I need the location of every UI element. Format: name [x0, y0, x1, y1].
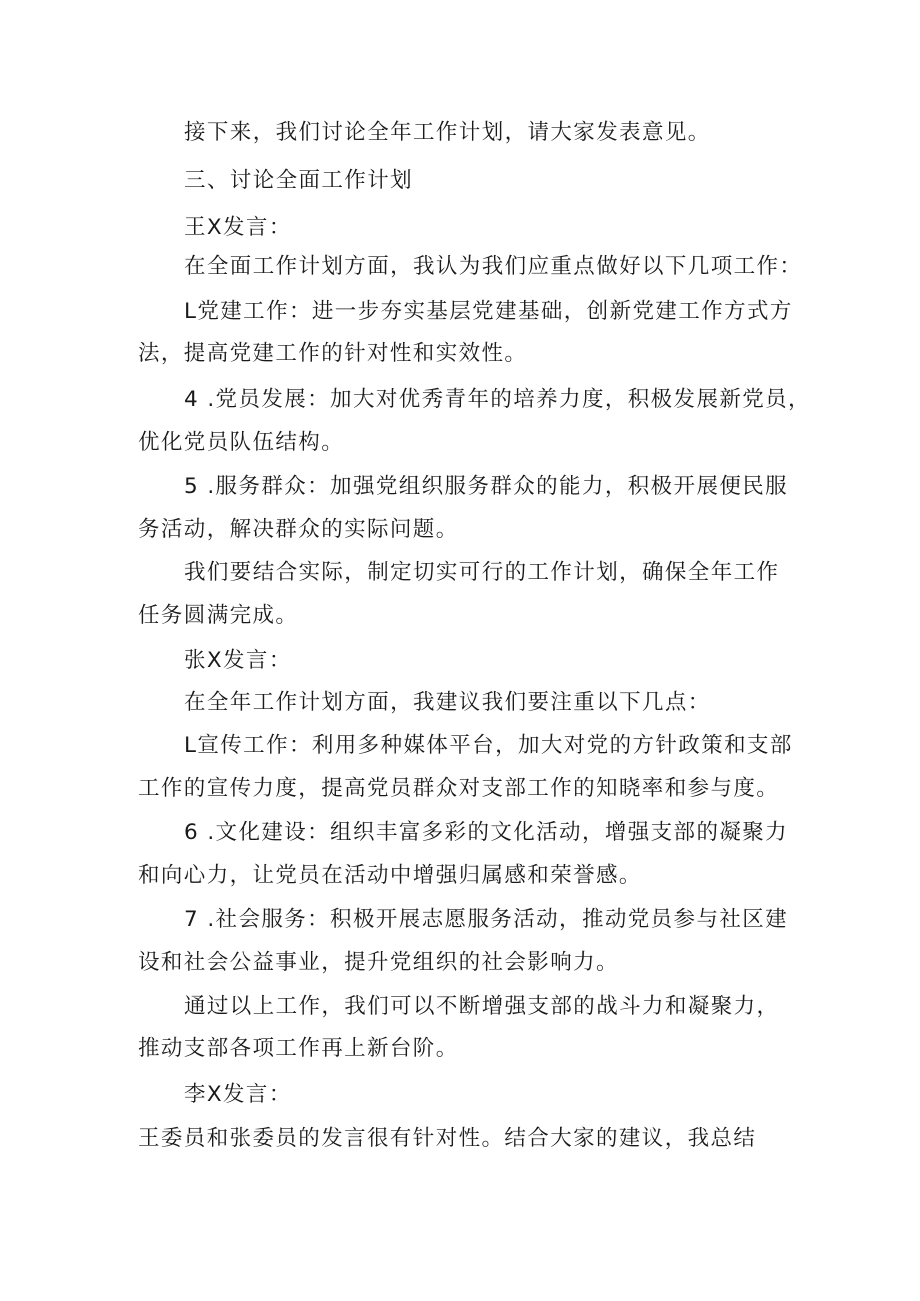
- speaker-label: 王X发言：: [184, 215, 292, 240]
- speaker-label: 张X发言：: [184, 648, 292, 673]
- list-item-line: 法，提高党建工作的针对性和实效性。: [138, 341, 528, 366]
- paragraph-line: 王委员和张委员的发言很有针对性。结合大家的建议，我总结: [138, 1126, 757, 1151]
- section-heading: 三、讨论全面工作计划: [184, 168, 414, 193]
- list-item-line: 6 .文化建设：组织丰富多彩的文化活动，增强支部的凝聚力: [184, 820, 789, 845]
- list-item-line: 优化党员队伍结构。: [138, 430, 345, 455]
- speaker-label: 李X发言：: [184, 1082, 292, 1107]
- list-item-line: 7 .社会服务：积极开展志愿服务活动，推动党员参与社区建: [184, 907, 789, 932]
- paragraph-line: 任务圆满完成。: [138, 603, 299, 628]
- list-item-line: L宣传工作：利用多种媒体平台，加大对党的方针政策和支部: [184, 733, 793, 758]
- list-item-line: 务活动，解决群众的实际问题。: [138, 517, 459, 542]
- paragraph-line: 我们要结合实际，制定切实可行的工作计划，确保全年工作: [184, 560, 780, 585]
- list-item-line: 工作的宣传力度，提高党员群众对支部工作的知晓率和参与度。: [138, 776, 780, 801]
- list-item-line: 4 .党员发展：加大对优秀青年的培养力度，积极发展新党员，: [184, 387, 811, 412]
- list-item-line: 设和社会公益事业，提升党组织的社会影响力。: [138, 950, 619, 975]
- list-item-line: 和向心力，让党员在活动中增强归属感和荣誉感。: [138, 863, 642, 888]
- list-item-line: L党建工作：进一步夯实基层党建基础，创新党建工作方式方: [184, 299, 793, 324]
- paragraph-line: 通过以上工作，我们可以不断增强支部的战斗力和凝聚力，: [184, 994, 780, 1019]
- list-item-line: 5 .服务群众：加强党组织服务群众的能力，积极开展便民服: [184, 474, 789, 499]
- paragraph-line: 在全面工作计划方面，我认为我们应重点做好以下几项工作：: [184, 254, 803, 279]
- paragraph-line: 推动支部各项工作再上新台阶。: [138, 1036, 459, 1061]
- paragraph-line: 接下来，我们讨论全年工作计划，请大家发表意见。: [184, 120, 711, 145]
- paragraph-line: 在全年工作计划方面，我建议我们要注重以下几点：: [184, 690, 711, 715]
